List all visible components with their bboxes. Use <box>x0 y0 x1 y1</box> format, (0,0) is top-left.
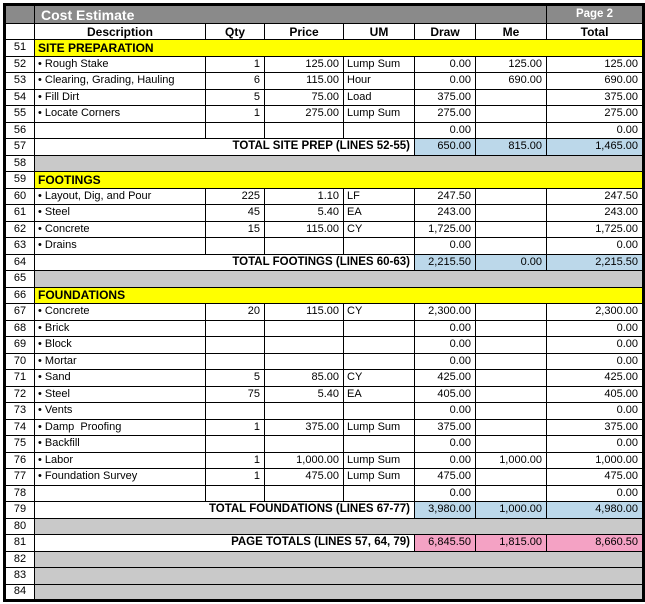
description-cell[interactable]: • Rough Stake <box>35 56 206 73</box>
qty-cell[interactable]: 1 <box>206 56 265 73</box>
row-number-cell[interactable]: 79 <box>5 502 35 519</box>
draw-cell[interactable]: 0.00 <box>415 337 476 354</box>
table-row <box>5 122 644 139</box>
qty-cell[interactable] <box>206 403 265 420</box>
description-cell[interactable]: • Brick <box>35 320 206 337</box>
description-cell[interactable]: • Steel <box>35 205 206 222</box>
total-cell[interactable]: 0.00 <box>547 353 644 370</box>
col-header-um[interactable]: UM <box>344 24 415 40</box>
table-row <box>5 485 644 502</box>
row-number-cell[interactable]: 51 <box>5 40 35 57</box>
row-number-cell[interactable]: 63 <box>5 238 35 255</box>
total-cell[interactable]: 0.00 <box>547 337 644 354</box>
qty-cell[interactable]: 225 <box>206 188 265 205</box>
row-number-cell[interactable]: 55 <box>5 106 35 123</box>
me-total-cell[interactable]: 1,000.00 <box>476 502 547 519</box>
um-cell[interactable] <box>344 122 415 139</box>
total-cell[interactable]: 375.00 <box>547 89 644 106</box>
table-row <box>5 238 644 255</box>
table-row <box>5 73 644 90</box>
table-row <box>5 584 644 601</box>
me-cell[interactable] <box>476 469 547 486</box>
price-cell[interactable]: 5.40 <box>265 205 344 222</box>
total-cell[interactable]: 1,725.00 <box>547 221 644 238</box>
col-header-qty[interactable]: Qty <box>206 24 265 40</box>
qty-cell[interactable]: 45 <box>206 205 265 222</box>
draw-cell[interactable]: 0.00 <box>415 353 476 370</box>
qty-cell[interactable] <box>206 122 265 139</box>
qty-cell[interactable]: 20 <box>206 304 265 321</box>
um-cell[interactable]: Lump Sum <box>344 106 415 123</box>
draw-cell[interactable]: 247.50 <box>415 188 476 205</box>
description-cell[interactable]: • Sand <box>35 370 206 387</box>
price-cell[interactable] <box>265 320 344 337</box>
um-cell[interactable] <box>344 403 415 420</box>
total-cell[interactable]: 0.00 <box>547 122 644 139</box>
qty-cell[interactable] <box>206 436 265 453</box>
table-row <box>5 221 644 238</box>
um-cell[interactable]: EA <box>344 386 415 403</box>
um-cell[interactable]: CY <box>344 370 415 387</box>
me-cell[interactable] <box>476 205 547 222</box>
draw-cell[interactable]: 0.00 <box>415 238 476 255</box>
draw-cell[interactable]: 243.00 <box>415 205 476 222</box>
qty-cell[interactable]: 1 <box>206 452 265 469</box>
grand-total-cell[interactable]: 2,215.50 <box>547 254 644 271</box>
row-number-cell[interactable]: 52 <box>5 56 35 73</box>
col-header-draw[interactable]: Draw <box>415 24 476 40</box>
row-number-cell[interactable]: 69 <box>5 337 35 354</box>
total-cell[interactable]: 0.00 <box>547 436 644 453</box>
empty-gray-cell[interactable] <box>35 568 644 585</box>
price-cell[interactable]: 85.00 <box>265 370 344 387</box>
price-cell[interactable]: 5.40 <box>265 386 344 403</box>
me-total-cell[interactable]: 1,815.00 <box>476 535 547 552</box>
total-cell[interactable]: 425.00 <box>547 370 644 387</box>
column-header-row <box>5 24 644 40</box>
sheet-title: Cost Estimate <box>35 5 547 24</box>
draw-cell[interactable]: 1,725.00 <box>415 221 476 238</box>
draw-cell[interactable]: 275.00 <box>415 106 476 123</box>
total-cell[interactable]: 2,300.00 <box>547 304 644 321</box>
price-cell[interactable]: 115.00 <box>265 221 344 238</box>
me-cell[interactable] <box>476 419 547 436</box>
row-number-cell[interactable]: 59 <box>5 172 35 189</box>
total-label-cell[interactable]: TOTAL FOUNDATIONS (LINES 67-77) <box>35 502 415 519</box>
corner-cell[interactable] <box>5 5 35 24</box>
draw-total-cell[interactable]: 3,980.00 <box>415 502 476 519</box>
description-cell[interactable]: • Concrete <box>35 221 206 238</box>
total-cell[interactable]: 125.00 <box>547 56 644 73</box>
um-cell[interactable]: Lump Sum <box>344 452 415 469</box>
me-cell[interactable] <box>476 320 547 337</box>
um-cell[interactable] <box>344 353 415 370</box>
price-cell[interactable]: 1.10 <box>265 188 344 205</box>
table-row <box>5 337 644 354</box>
qty-cell[interactable] <box>206 320 265 337</box>
col-header-me[interactable]: Me <box>476 24 547 40</box>
row-number-cell[interactable]: 60 <box>5 188 35 205</box>
row-number-cell[interactable]: 81 <box>5 535 35 552</box>
qty-cell[interactable] <box>206 485 265 502</box>
total-cell[interactable]: 375.00 <box>547 419 644 436</box>
description-cell[interactable] <box>35 485 206 502</box>
table-row <box>5 320 644 337</box>
um-cell[interactable] <box>344 485 415 502</box>
empty-gray-cell[interactable] <box>35 518 644 535</box>
um-cell[interactable]: CY <box>344 221 415 238</box>
table-row <box>5 551 644 568</box>
row-number-cell[interactable]: 62 <box>5 221 35 238</box>
draw-cell[interactable]: 2,300.00 <box>415 304 476 321</box>
me-total-cell[interactable]: 815.00 <box>476 139 547 156</box>
draw-cell[interactable]: 0.00 <box>415 485 476 502</box>
section-header-cell[interactable]: FOUNDATIONS <box>35 287 644 304</box>
price-cell[interactable]: 125.00 <box>265 56 344 73</box>
row-number-cell[interactable]: 57 <box>5 139 35 156</box>
um-cell[interactable]: Lump Sum <box>344 419 415 436</box>
section-header-cell[interactable]: FOOTINGS <box>35 172 644 189</box>
me-cell[interactable] <box>476 370 547 387</box>
me-cell[interactable] <box>476 304 547 321</box>
me-cell[interactable] <box>476 403 547 420</box>
description-cell[interactable]: • Steel <box>35 386 206 403</box>
row-number-cell[interactable]: 56 <box>5 122 35 139</box>
row-number-cell[interactable]: 68 <box>5 320 35 337</box>
description-cell[interactable]: • Block <box>35 337 206 354</box>
row-number-cell[interactable]: 82 <box>5 551 35 568</box>
me-cell[interactable] <box>476 436 547 453</box>
draw-cell[interactable]: 0.00 <box>415 436 476 453</box>
um-cell[interactable] <box>344 436 415 453</box>
table-row <box>5 502 644 519</box>
draw-cell[interactable]: 0.00 <box>415 452 476 469</box>
me-cell[interactable] <box>476 106 547 123</box>
qty-cell[interactable]: 75 <box>206 386 265 403</box>
row-number-cell[interactable]: 77 <box>5 469 35 486</box>
grand-total-cell[interactable]: 8,660.50 <box>547 535 644 552</box>
me-cell[interactable] <box>476 485 547 502</box>
description-cell[interactable]: • Vents <box>35 403 206 420</box>
qty-cell[interactable] <box>206 337 265 354</box>
table-row <box>5 535 644 552</box>
col-header-total[interactable]: Total <box>547 24 644 40</box>
total-cell[interactable]: 475.00 <box>547 469 644 486</box>
draw-total-cell[interactable]: 6,845.50 <box>415 535 476 552</box>
me-cell[interactable] <box>476 337 547 354</box>
table-row <box>5 56 644 73</box>
row-number-cell[interactable]: 73 <box>5 403 35 420</box>
qty-cell[interactable]: 1 <box>206 469 265 486</box>
table-row <box>5 518 644 535</box>
table-row <box>5 271 644 288</box>
row-number-cell[interactable]: 78 <box>5 485 35 502</box>
total-cell[interactable]: 690.00 <box>547 73 644 90</box>
qty-cell[interactable] <box>206 238 265 255</box>
qty-cell[interactable]: 1 <box>206 106 265 123</box>
row-number-cell[interactable]: 67 <box>5 304 35 321</box>
table-row <box>5 469 644 486</box>
row-number-cell[interactable]: 83 <box>5 568 35 585</box>
row-number-cell[interactable]: 70 <box>5 353 35 370</box>
cost-estimate-table <box>3 3 645 602</box>
table-row <box>5 287 644 304</box>
price-cell[interactable]: 275.00 <box>265 106 344 123</box>
price-cell[interactable] <box>265 238 344 255</box>
draw-cell[interactable]: 0.00 <box>415 73 476 90</box>
title-row <box>5 5 644 24</box>
description-cell[interactable]: • Backfill <box>35 436 206 453</box>
total-cell[interactable]: 0.00 <box>547 403 644 420</box>
empty-gray-cell[interactable] <box>35 551 644 568</box>
me-cell[interactable]: 125.00 <box>476 56 547 73</box>
row-number-header[interactable] <box>5 24 35 40</box>
qty-cell[interactable]: 5 <box>206 89 265 106</box>
um-cell[interactable]: Hour <box>344 73 415 90</box>
me-cell[interactable] <box>476 122 547 139</box>
price-cell[interactable] <box>265 122 344 139</box>
price-cell[interactable]: 75.00 <box>265 89 344 106</box>
table-row <box>5 436 644 453</box>
table-row <box>5 419 644 436</box>
um-cell[interactable]: EA <box>344 205 415 222</box>
um-cell[interactable]: Load <box>344 89 415 106</box>
me-cell[interactable]: 1,000.00 <box>476 452 547 469</box>
row-number-cell[interactable]: 76 <box>5 452 35 469</box>
description-cell[interactable] <box>35 122 206 139</box>
table-row <box>5 568 644 585</box>
table-row <box>5 452 644 469</box>
price-cell[interactable] <box>265 485 344 502</box>
me-cell[interactable]: 690.00 <box>476 73 547 90</box>
section-header-cell[interactable]: SITE PREPARATION <box>35 40 644 57</box>
description-cell[interactable]: • Locate Corners <box>35 106 206 123</box>
row-number-cell[interactable]: 71 <box>5 370 35 387</box>
draw-cell[interactable]: 0.00 <box>415 56 476 73</box>
empty-gray-cell[interactable] <box>35 271 644 288</box>
row-number-cell[interactable]: 74 <box>5 419 35 436</box>
table-row <box>5 89 644 106</box>
description-cell[interactable]: • Foundation Survey <box>35 469 206 486</box>
table-row <box>5 254 644 271</box>
table-row <box>5 386 644 403</box>
table-row <box>5 188 644 205</box>
draw-total-cell[interactable]: 2,215.50 <box>415 254 476 271</box>
total-cell[interactable]: 275.00 <box>547 106 644 123</box>
description-cell[interactable]: • Concrete <box>35 304 206 321</box>
me-cell[interactable] <box>476 188 547 205</box>
qty-cell[interactable] <box>206 353 265 370</box>
draw-cell[interactable]: 405.00 <box>415 386 476 403</box>
total-cell[interactable]: 0.00 <box>547 485 644 502</box>
um-cell[interactable]: LF <box>344 188 415 205</box>
price-cell[interactable] <box>265 403 344 420</box>
table-row <box>5 155 644 172</box>
price-cell[interactable] <box>265 353 344 370</box>
price-cell[interactable]: 115.00 <box>265 304 344 321</box>
table-row <box>5 106 644 123</box>
me-cell[interactable] <box>476 386 547 403</box>
draw-cell[interactable]: 425.00 <box>415 370 476 387</box>
table-row <box>5 205 644 222</box>
draw-cell[interactable]: 0.00 <box>415 320 476 337</box>
row-number-cell[interactable]: 54 <box>5 89 35 106</box>
total-cell[interactable]: 243.00 <box>547 205 644 222</box>
description-cell[interactable]: • Layout, Dig, and Pour <box>35 188 206 205</box>
row-number-cell[interactable]: 65 <box>5 271 35 288</box>
um-cell[interactable]: Lump Sum <box>344 469 415 486</box>
row-number-cell[interactable]: 61 <box>5 205 35 222</box>
qty-cell[interactable]: 5 <box>206 370 265 387</box>
price-cell[interactable]: 1,000.00 <box>265 452 344 469</box>
col-header-description[interactable]: Description <box>35 24 206 40</box>
row-number-cell[interactable]: 72 <box>5 386 35 403</box>
price-cell[interactable] <box>265 436 344 453</box>
row-number-cell[interactable]: 58 <box>5 155 35 172</box>
total-cell[interactable]: 247.50 <box>547 188 644 205</box>
table-row <box>5 139 644 156</box>
um-cell[interactable] <box>344 238 415 255</box>
description-cell[interactable]: • Mortar <box>35 353 206 370</box>
total-label-cell[interactable]: PAGE TOTALS (LINES 57, 64, 79) <box>35 535 415 552</box>
um-cell[interactable] <box>344 320 415 337</box>
row-number-cell[interactable]: 64 <box>5 254 35 271</box>
total-cell[interactable]: 0.00 <box>547 238 644 255</box>
table-row <box>5 40 644 57</box>
um-cell[interactable]: CY <box>344 304 415 321</box>
table-row <box>5 370 644 387</box>
col-header-price[interactable]: Price <box>265 24 344 40</box>
page-label: Page 2 <box>547 5 644 24</box>
qty-cell[interactable]: 6 <box>206 73 265 90</box>
total-cell[interactable]: 405.00 <box>547 386 644 403</box>
qty-cell[interactable]: 1 <box>206 419 265 436</box>
me-cell[interactable] <box>476 221 547 238</box>
row-number-cell[interactable]: 66 <box>5 287 35 304</box>
draw-cell[interactable]: 0.00 <box>415 403 476 420</box>
table-row <box>5 172 644 189</box>
me-cell[interactable] <box>476 238 547 255</box>
grand-total-cell[interactable]: 4,980.00 <box>547 502 644 519</box>
draw-cell[interactable]: 375.00 <box>415 89 476 106</box>
me-cell[interactable] <box>476 353 547 370</box>
price-cell[interactable]: 375.00 <box>265 419 344 436</box>
draw-cell[interactable]: 475.00 <box>415 469 476 486</box>
row-number-cell[interactable]: 75 <box>5 436 35 453</box>
price-cell[interactable]: 475.00 <box>265 469 344 486</box>
grand-total-cell[interactable]: 1,465.00 <box>547 139 644 156</box>
table-row <box>5 353 644 370</box>
price-cell[interactable]: 115.00 <box>265 73 344 90</box>
um-cell[interactable] <box>344 337 415 354</box>
me-total-cell[interactable]: 0.00 <box>476 254 547 271</box>
total-label-cell[interactable]: TOTAL SITE PREP (LINES 52-55) <box>35 139 415 156</box>
table-row <box>5 403 644 420</box>
description-cell[interactable]: • Clearing, Grading, Hauling <box>35 73 206 90</box>
um-cell[interactable]: Lump Sum <box>344 56 415 73</box>
table-row <box>5 304 644 321</box>
total-cell[interactable]: 1,000.00 <box>547 452 644 469</box>
description-cell[interactable]: • Labor <box>35 452 206 469</box>
table-body <box>5 40 644 601</box>
empty-gray-cell[interactable] <box>35 155 644 172</box>
description-cell[interactable]: • Drains <box>35 238 206 255</box>
draw-cell[interactable]: 375.00 <box>415 419 476 436</box>
description-cell[interactable]: • Fill Dirt <box>35 89 206 106</box>
empty-gray-cell[interactable] <box>35 584 644 601</box>
row-number-cell[interactable]: 84 <box>5 584 35 601</box>
description-cell[interactable]: • Damp Proofing <box>35 419 206 436</box>
qty-cell[interactable]: 15 <box>206 221 265 238</box>
total-cell[interactable]: 0.00 <box>547 320 644 337</box>
row-number-cell[interactable]: 80 <box>5 518 35 535</box>
draw-cell[interactable]: 0.00 <box>415 122 476 139</box>
draw-total-cell[interactable]: 650.00 <box>415 139 476 156</box>
row-number-cell[interactable]: 53 <box>5 73 35 90</box>
me-cell[interactable] <box>476 89 547 106</box>
total-label-cell[interactable]: TOTAL FOOTINGS (LINES 60-63) <box>35 254 415 271</box>
price-cell[interactable] <box>265 337 344 354</box>
